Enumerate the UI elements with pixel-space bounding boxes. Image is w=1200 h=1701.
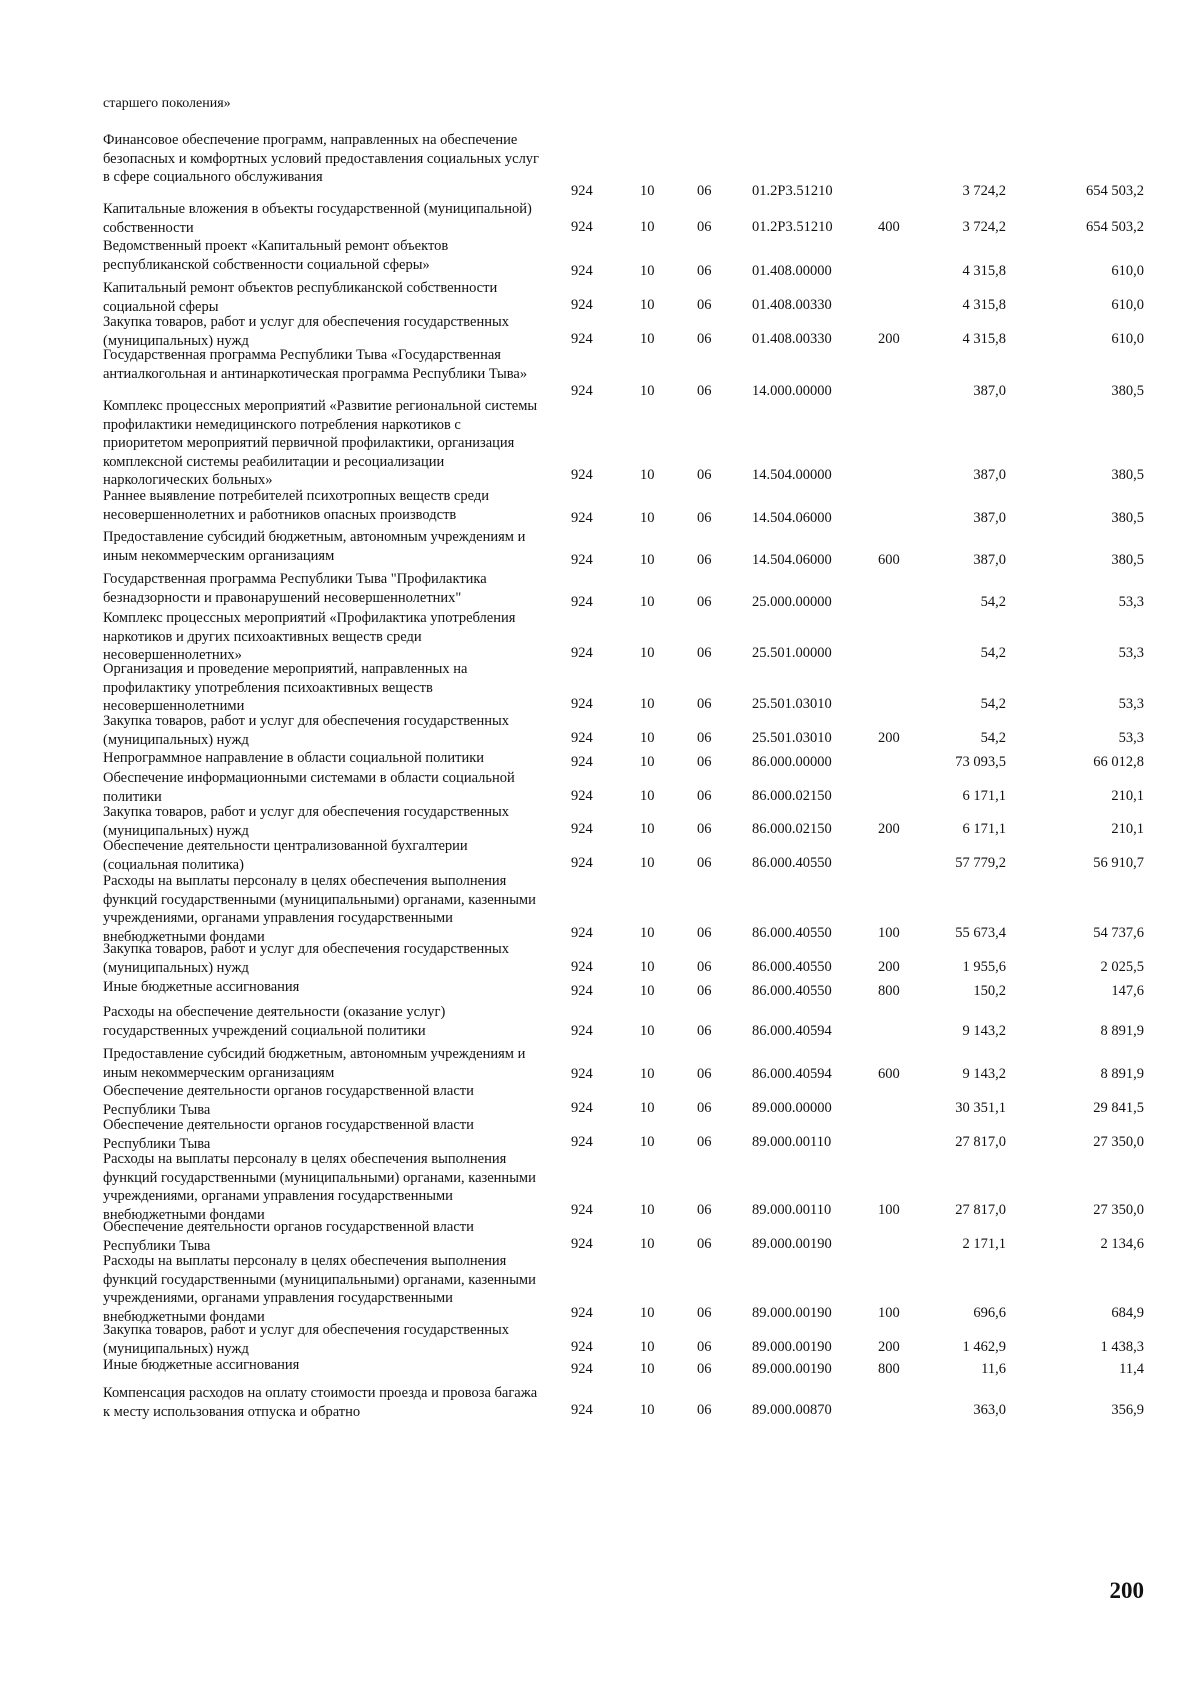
row-amount-second: 147,6 <box>1111 983 1144 999</box>
row-subsection: 06 <box>697 696 712 712</box>
row-section: 10 <box>640 1023 655 1039</box>
row-amount-second: 2 025,5 <box>1100 959 1144 975</box>
row-amount-second: 380,5 <box>1111 467 1144 483</box>
row-amount-second: 210,1 <box>1111 821 1144 837</box>
row-target-article: 86.000.40594 <box>752 1066 832 1082</box>
row-ved: 924 <box>571 1402 593 1418</box>
row-subsection: 06 <box>697 1339 712 1355</box>
row-ved: 924 <box>571 925 593 941</box>
continued-text: старшего поколения» <box>103 96 231 111</box>
row-name: Расходы на выплаты персоналу в целях обеспечения выполнения функций государственными (муниципальными) органами, казенными учреждениями, органами управления государственными внебюджетными фондами <box>103 873 536 945</box>
row-name: Закупка товаров, работ и услуг для обеспечения государственных (муниципальных) нужд <box>103 804 510 839</box>
row-target-article: 89.000.00190 <box>752 1305 832 1321</box>
row-ved: 924 <box>571 645 593 661</box>
row-section: 10 <box>640 959 655 975</box>
row-expense-type: 200 <box>878 821 900 837</box>
row-amount-second: 684,9 <box>1111 1305 1144 1321</box>
row-amount-first: 1 462,9 <box>962 1339 1006 1355</box>
row-amount-first: 6 171,1 <box>962 788 1006 804</box>
row-target-article: 86.000.00000 <box>752 754 832 770</box>
row-amount-first: 54,2 <box>980 696 1006 712</box>
row-section: 10 <box>640 754 655 770</box>
row-amount-second: 53,3 <box>1118 696 1144 712</box>
row-ved: 924 <box>571 788 593 804</box>
row-section: 10 <box>640 1339 655 1355</box>
row-amount-first: 55 673,4 <box>955 925 1006 941</box>
row-ved: 924 <box>571 1339 593 1355</box>
row-name: Иные бюджетные ассигнования <box>103 1357 300 1373</box>
row-ved: 924 <box>571 1134 593 1150</box>
row-ved: 924 <box>571 331 593 347</box>
row-expense-type: 200 <box>878 331 900 347</box>
row-ved: 924 <box>571 1202 593 1218</box>
row-section: 10 <box>640 855 655 871</box>
row-name: Расходы на обеспечение деятельности (оказание услуг) государственных учреждений социальной политики <box>103 1004 446 1039</box>
row-amount-second: 27 350,0 <box>1093 1202 1144 1218</box>
row-section: 10 <box>640 552 655 568</box>
row-expense-type: 800 <box>878 1361 900 1377</box>
row-subsection: 06 <box>697 297 712 313</box>
row-amount-first: 4 315,8 <box>962 297 1006 313</box>
row-amount-first: 2 171,1 <box>962 1236 1006 1252</box>
row-target-article: 14.504.06000 <box>752 552 832 568</box>
row-subsection: 06 <box>697 263 712 279</box>
row-subsection: 06 <box>697 467 712 483</box>
row-section: 10 <box>640 467 655 483</box>
row-target-article: 89.000.00110 <box>752 1134 832 1150</box>
row-section: 10 <box>640 925 655 941</box>
row-ved: 924 <box>571 383 593 399</box>
row-section: 10 <box>640 383 655 399</box>
row-ved: 924 <box>571 263 593 279</box>
row-ved: 924 <box>571 959 593 975</box>
row-name: Комплекс процессных мероприятий «Развитие региональной системы профилактики немедицинского потребления наркотиков с приоритетом мероприятий первичной профилактики, организация комплексной системы реабилитации и ресоциализации наркологических больных» <box>103 398 538 488</box>
row-section: 10 <box>640 1305 655 1321</box>
row-name: Обеспечение деятельности органов государственной власти Республики Тыва <box>103 1219 474 1254</box>
row-target-article: 14.000.00000 <box>752 383 832 399</box>
row-amount-second: 53,3 <box>1118 645 1144 661</box>
row-section: 10 <box>640 510 655 526</box>
row-target-article: 86.000.40550 <box>752 959 832 975</box>
row-subsection: 06 <box>697 383 712 399</box>
row-name: Закупка товаров, работ и услуг для обеспечения государственных (муниципальных) нужд <box>103 713 510 748</box>
row-name: Государственная программа Республики Тыва "Профилактика безнадзорности и правонарушений несовершеннолетних" <box>103 571 487 606</box>
row-ved: 924 <box>571 730 593 746</box>
row-amount-first: 387,0 <box>973 467 1006 483</box>
row-amount-first: 6 171,1 <box>962 821 1006 837</box>
row-ved: 924 <box>571 983 593 999</box>
page-number: 200 <box>1109 1578 1144 1603</box>
row-subsection: 06 <box>697 1361 712 1377</box>
row-target-article: 25.501.03010 <box>752 730 832 746</box>
row-amount-second: 66 012,8 <box>1093 754 1144 770</box>
row-expense-type: 100 <box>878 1202 900 1218</box>
row-section: 10 <box>640 788 655 804</box>
row-expense-type: 200 <box>878 730 900 746</box>
row-subsection: 06 <box>697 730 712 746</box>
row-target-article: 89.000.00190 <box>752 1361 832 1377</box>
row-name: Обеспечение деятельности органов государственной власти Республики Тыва <box>103 1083 474 1118</box>
row-amount-second: 654 503,2 <box>1086 183 1144 199</box>
row-ved: 924 <box>571 1066 593 1082</box>
row-target-article: 01.2Р3.51210 <box>752 183 833 199</box>
row-amount-second: 1 438,3 <box>1100 1339 1144 1355</box>
row-target-article: 25.501.00000 <box>752 645 832 661</box>
row-target-article: 89.000.00000 <box>752 1100 832 1116</box>
row-target-article: 01.408.00000 <box>752 263 832 279</box>
row-section: 10 <box>640 1402 655 1418</box>
row-amount-second: 356,9 <box>1111 1402 1144 1418</box>
row-expense-type: 800 <box>878 983 900 999</box>
row-subsection: 06 <box>697 855 712 871</box>
row-subsection: 06 <box>697 510 712 526</box>
row-ved: 924 <box>571 552 593 568</box>
row-ved: 924 <box>571 510 593 526</box>
row-amount-second: 380,5 <box>1111 552 1144 568</box>
row-section: 10 <box>640 219 655 235</box>
row-name: Капитальные вложения в объекты государственной (муниципальной) собственности <box>103 201 532 236</box>
row-name: Расходы на выплаты персоналу в целях обеспечения выполнения функций государственными (муниципальными) органами, казенными учреждениями, органами управления государственными внебюджетными фондами <box>103 1151 536 1223</box>
row-name: Раннее выявление потребителей психотропных веществ среди несовершеннолетних и работников опасных производств <box>103 488 489 523</box>
row-expense-type: 200 <box>878 959 900 975</box>
row-subsection: 06 <box>697 754 712 770</box>
row-amount-second: 610,0 <box>1111 263 1144 279</box>
row-amount-second: 210,1 <box>1111 788 1144 804</box>
row-amount-second: 27 350,0 <box>1093 1134 1144 1150</box>
row-amount-second: 610,0 <box>1111 297 1144 313</box>
row-amount-second: 380,5 <box>1111 510 1144 526</box>
row-amount-second: 53,3 <box>1118 730 1144 746</box>
row-target-article: 14.504.00000 <box>752 467 832 483</box>
row-target-article: 89.000.00110 <box>752 1202 832 1218</box>
row-name: Предоставление субсидий бюджетным, автономным учреждениям и иным некоммерческим организациям <box>103 1046 526 1081</box>
row-amount-first: 73 093,5 <box>955 754 1006 770</box>
row-target-article: 01.408.00330 <box>752 297 832 313</box>
row-amount-first: 4 315,8 <box>962 263 1006 279</box>
row-amount-second: 54 737,6 <box>1093 925 1144 941</box>
row-subsection: 06 <box>697 1066 712 1082</box>
row-amount-first: 11,6 <box>981 1361 1006 1377</box>
row-section: 10 <box>640 696 655 712</box>
row-subsection: 06 <box>697 1402 712 1418</box>
row-ved: 924 <box>571 696 593 712</box>
row-section: 10 <box>640 1236 655 1252</box>
row-name: Комплекс процессных мероприятий «Профилактика употребления наркотиков и других психоактивных веществ среди несовершеннолетних» <box>103 610 516 663</box>
row-amount-first: 57 779,2 <box>955 855 1006 871</box>
row-name: Ведомственный проект «Капитальный ремонт объектов республиканской собственности социальной сферы» <box>103 238 449 273</box>
row-amount-second: 29 841,5 <box>1093 1100 1144 1116</box>
row-subsection: 06 <box>697 1100 712 1116</box>
row-expense-type: 600 <box>878 552 900 568</box>
row-name: Обеспечение информационными системами в области социальной политики <box>103 770 515 805</box>
row-expense-type: 400 <box>878 219 900 235</box>
row-subsection: 06 <box>697 1305 712 1321</box>
row-name: Обеспечение деятельности органов государственной власти Республики Тыва <box>103 1117 474 1152</box>
row-ved: 924 <box>571 183 593 199</box>
row-section: 10 <box>640 183 655 199</box>
row-amount-second: 8 891,9 <box>1100 1066 1144 1082</box>
row-subsection: 06 <box>697 594 712 610</box>
row-name: Закупка товаров, работ и услуг для обеспечения государственных (муниципальных) нужд <box>103 314 510 349</box>
row-amount-first: 54,2 <box>980 730 1006 746</box>
row-section: 10 <box>640 1361 655 1377</box>
row-expense-type: 200 <box>878 1339 900 1355</box>
row-amount-first: 4 315,8 <box>962 331 1006 347</box>
row-amount-second: 654 503,2 <box>1086 219 1144 235</box>
row-amount-first: 150,2 <box>973 983 1006 999</box>
row-ved: 924 <box>571 594 593 610</box>
row-amount-second: 11,4 <box>1119 1361 1144 1377</box>
row-subsection: 06 <box>697 219 712 235</box>
row-amount-first: 27 817,0 <box>955 1202 1006 1218</box>
row-amount-first: 54,2 <box>980 594 1006 610</box>
row-subsection: 06 <box>697 1134 712 1150</box>
row-expense-type: 100 <box>878 925 900 941</box>
row-target-article: 86.000.02150 <box>752 788 832 804</box>
row-section: 10 <box>640 1100 655 1116</box>
row-name: Закупка товаров, работ и услуг для обеспечения государственных (муниципальных) нужд <box>103 941 510 976</box>
row-section: 10 <box>640 1134 655 1150</box>
row-subsection: 06 <box>697 1236 712 1252</box>
row-ved: 924 <box>571 855 593 871</box>
row-name: Непрограммное направление в области социальной политики <box>103 750 485 766</box>
row-target-article: 86.000.40550 <box>752 925 832 941</box>
row-section: 10 <box>640 1202 655 1218</box>
row-amount-second: 56 910,7 <box>1093 855 1144 871</box>
row-amount-first: 387,0 <box>973 510 1006 526</box>
row-amount-second: 2 134,6 <box>1100 1236 1144 1252</box>
row-name: Финансовое обеспечение программ, направленных на обеспечение безопасных и комфортных условий предоставления социальных услуг в сфере социального обслуживания <box>103 132 540 185</box>
row-ved: 924 <box>571 821 593 837</box>
row-amount-second: 380,5 <box>1111 383 1144 399</box>
row-name: Иные бюджетные ассигнования <box>103 979 300 995</box>
row-expense-type: 100 <box>878 1305 900 1321</box>
row-section: 10 <box>640 821 655 837</box>
row-subsection: 06 <box>697 1202 712 1218</box>
row-ved: 924 <box>571 219 593 235</box>
row-ved: 924 <box>571 1023 593 1039</box>
row-target-article: 01.408.00330 <box>752 331 832 347</box>
row-expense-type: 600 <box>878 1066 900 1082</box>
row-subsection: 06 <box>697 1023 712 1039</box>
row-amount-second: 8 891,9 <box>1100 1023 1144 1039</box>
row-name: Предоставление субсидий бюджетным, автономным учреждениям и иным некоммерческим организациям <box>103 529 526 564</box>
row-section: 10 <box>640 263 655 279</box>
row-target-article: 89.000.00870 <box>752 1402 832 1418</box>
row-ved: 924 <box>571 1100 593 1116</box>
row-section: 10 <box>640 983 655 999</box>
row-amount-first: 387,0 <box>973 383 1006 399</box>
row-subsection: 06 <box>697 645 712 661</box>
row-subsection: 06 <box>697 925 712 941</box>
row-subsection: 06 <box>697 331 712 347</box>
row-section: 10 <box>640 645 655 661</box>
row-subsection: 06 <box>697 552 712 568</box>
row-ved: 924 <box>571 1305 593 1321</box>
row-amount-first: 9 143,2 <box>962 1066 1006 1082</box>
row-subsection: 06 <box>697 788 712 804</box>
row-amount-second: 610,0 <box>1111 331 1144 347</box>
row-target-article: 86.000.02150 <box>752 821 832 837</box>
row-target-article: 14.504.06000 <box>752 510 832 526</box>
row-name: Обеспечение деятельности централизованной бухгалтерии (социальная политика) <box>103 838 468 873</box>
row-ved: 924 <box>571 297 593 313</box>
row-amount-first: 27 817,0 <box>955 1134 1006 1150</box>
row-target-article: 86.000.40550 <box>752 855 832 871</box>
row-target-article: 86.000.40594 <box>752 1023 832 1039</box>
row-ved: 924 <box>571 1236 593 1252</box>
row-amount-first: 696,6 <box>973 1305 1006 1321</box>
row-subsection: 06 <box>697 959 712 975</box>
row-amount-first: 3 724,2 <box>962 219 1006 235</box>
row-ved: 924 <box>571 467 593 483</box>
row-target-article: 25.000.00000 <box>752 594 832 610</box>
row-name: Капитальный ремонт объектов республиканской собственности социальной сферы <box>103 280 498 315</box>
row-amount-first: 1 955,6 <box>962 959 1006 975</box>
row-target-article: 01.2Р3.51210 <box>752 219 833 235</box>
row-amount-first: 54,2 <box>980 645 1006 661</box>
row-amount-second: 53,3 <box>1118 594 1144 610</box>
row-subsection: 06 <box>697 983 712 999</box>
row-amount-first: 3 724,2 <box>962 183 1006 199</box>
row-name: Организация и проведение мероприятий, направленных на профилактику употребления психоактивных веществ несовершеннолетними <box>103 661 468 714</box>
row-subsection: 06 <box>697 183 712 199</box>
row-target-article: 89.000.00190 <box>752 1236 832 1252</box>
row-name: Компенсация расходов на оплату стоимости проезда и провоза багажа к месту использования отпуска и обратно <box>103 1385 538 1420</box>
row-name: Государственная программа Республики Тыва «Государственная антиалкогольная и антинаркотическая программа Республики Тыва» <box>103 347 528 382</box>
row-subsection: 06 <box>697 821 712 837</box>
row-section: 10 <box>640 1066 655 1082</box>
row-amount-first: 30 351,1 <box>955 1100 1006 1116</box>
row-amount-first: 387,0 <box>973 552 1006 568</box>
row-section: 10 <box>640 594 655 610</box>
row-amount-first: 363,0 <box>973 1402 1006 1418</box>
row-name: Закупка товаров, работ и услуг для обеспечения государственных (муниципальных) нужд <box>103 1322 510 1357</box>
row-section: 10 <box>640 331 655 347</box>
row-name: Расходы на выплаты персоналу в целях обеспечения выполнения функций государственными (муниципальными) органами, казенными учреждениями, органами управления государственными внебюджетными фондами <box>103 1253 536 1325</box>
row-target-article: 89.000.00190 <box>752 1339 832 1355</box>
row-section: 10 <box>640 730 655 746</box>
row-amount-first: 9 143,2 <box>962 1023 1006 1039</box>
row-target-article: 86.000.40550 <box>752 983 832 999</box>
row-target-article: 25.501.03010 <box>752 696 832 712</box>
row-ved: 924 <box>571 754 593 770</box>
row-section: 10 <box>640 297 655 313</box>
row-ved: 924 <box>571 1361 593 1377</box>
